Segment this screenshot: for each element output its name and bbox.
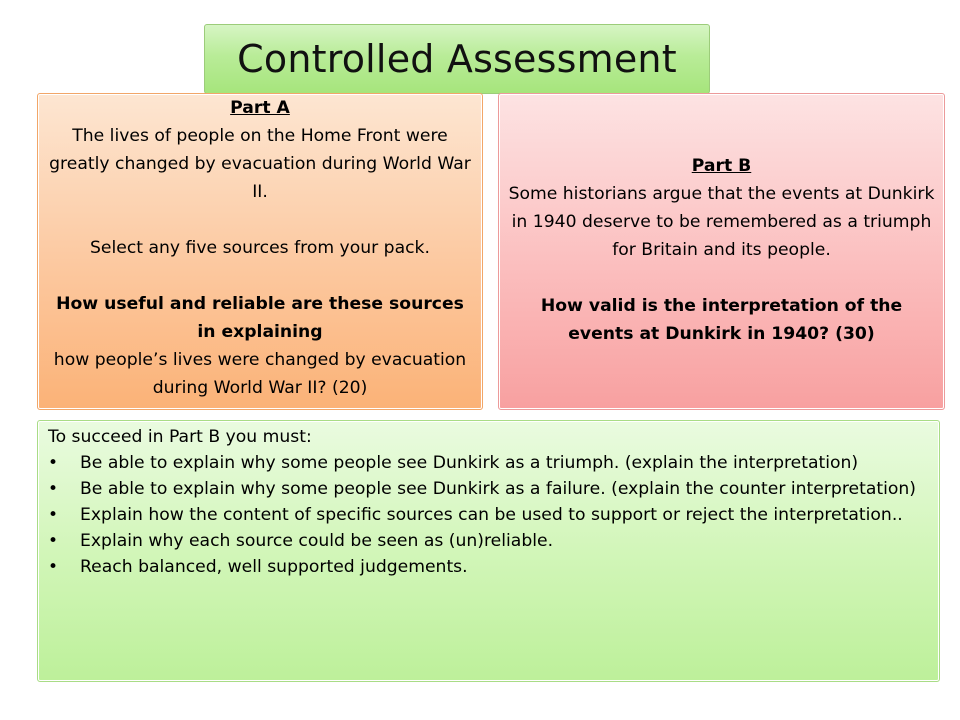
list-item-text: Be able to explain why some people see Dunkirk as a triumph. (explain the interpretation) — [80, 453, 859, 473]
success-list — [48, 450, 929, 580]
part-b-box — [498, 93, 945, 410]
part-b-question: How valid is the interpretation of the events at Dunkirk in 1940? (30) — [540, 296, 903, 344]
list-item-text: Explain why each source could be seen as (un)reliable. — [80, 531, 554, 551]
list-item — [48, 528, 929, 554]
list-item-text: Be able to explain why some people see Dunkirk as a failure. (explain the counter interpretation) — [80, 479, 917, 499]
title-banner — [204, 24, 710, 94]
success-intro: To succeed in Part B you must: — [48, 427, 312, 447]
list-item-text: Reach balanced, well supported judgements. — [80, 557, 468, 577]
bullet-icon: • — [48, 453, 59, 473]
part-a-instruction: Select any five sources from your pack. — [90, 238, 430, 258]
success-criteria-box — [37, 420, 940, 682]
part-b-heading: Part B — [691, 156, 752, 176]
bullet-icon: • — [48, 531, 59, 551]
list-item — [48, 502, 929, 528]
part-b-statement: Some historians argue that the events at Dunkirk in 1940 deserve to be remembered as a triumph for Britain and its people. — [508, 184, 935, 260]
part-a-statement: The lives of people on the Home Front were greatly changed by evacuation during World War II. — [49, 126, 471, 202]
list-item — [48, 554, 929, 580]
part-a-question-rest: how people’s lives were changed by evacuation during World War II? (20) — [53, 350, 467, 398]
bullet-icon: • — [48, 557, 59, 577]
part-b-content — [507, 152, 936, 348]
bullet-icon: • — [48, 479, 59, 499]
bullet-icon: • — [48, 505, 59, 525]
part-a-content — [46, 94, 474, 402]
part-a-question-bold: How useful and reliable are these sources in explaining — [56, 294, 464, 342]
part-a-heading: Part A — [230, 98, 290, 118]
part-a-box — [37, 93, 483, 410]
slide-title: Controlled Assessment — [237, 37, 677, 81]
list-item — [48, 450, 929, 476]
list-item-text: Explain how the content of specific sources can be used to support or reject the interpretation.. — [80, 505, 903, 525]
list-item — [48, 476, 929, 502]
